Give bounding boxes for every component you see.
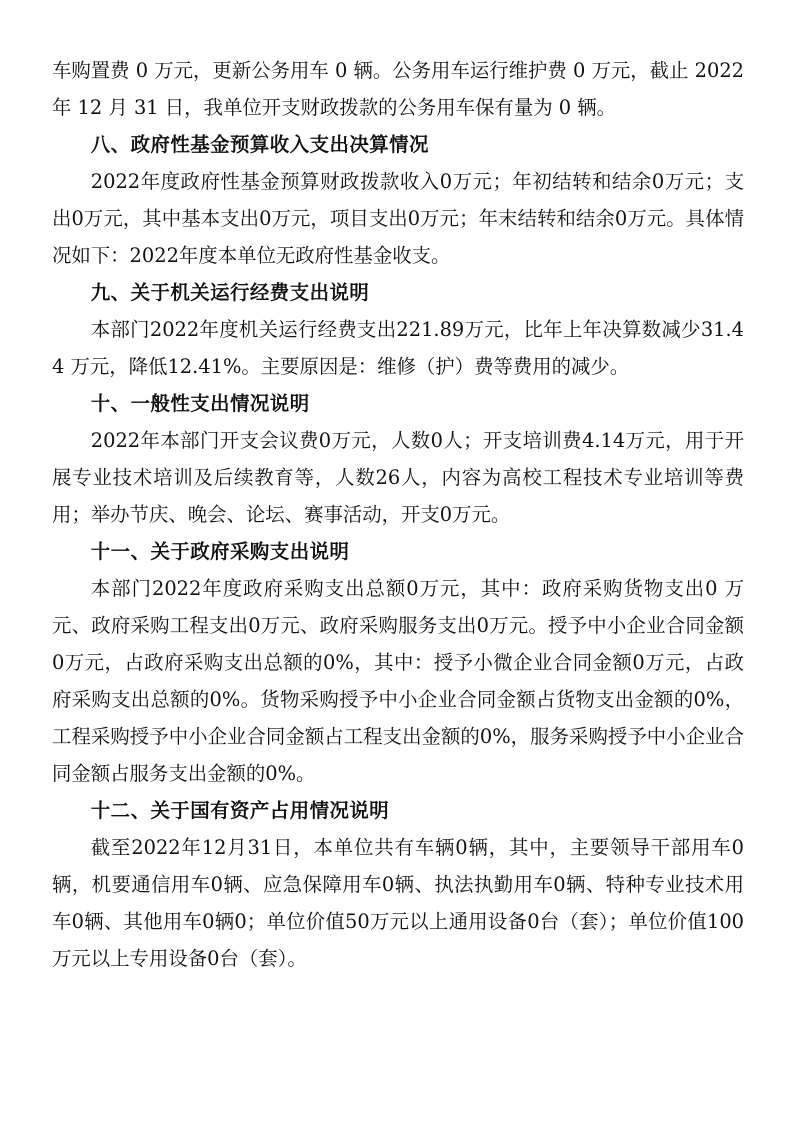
- section-heading-8: 八、政府性基金预算收入支出决算情况: [90, 133, 429, 156]
- section-heading-11: 十一、关于政府采购支出说明: [90, 540, 350, 563]
- document-page: [52, 52, 744, 977]
- section-11-paragraph: 本部门2022年度政府采购支出总额0万元，其中：政府采购货物支出0 万元、政府采购工程支出0万元、政府采购服务支出0万元。授予中小企业合同金额0万元，占政府采购支出总额的0%，其中：授予小微企业合同金额0万元，占政府采购支出总额的0%。货物采购授予中小企业合同金额占货物支出金额的0%，工程采购授予中小企业合同金额占工程支出金额的0%，服务采购授予中小企业合同金额占服务支出金额的0%。: [52, 577, 744, 785]
- section-12-paragraph: 截至2022年12月31日，本单位共有车辆0辆，其中，主要领导干部用车0辆，机要通信用车0辆、应急保障用车0辆、执法执勤用车0辆、特种专业技术用车0辆、其他用车0辆0；单位价值50万元以上通用设备0台（套）；单位价值100万元以上专用设备0台（套）。: [52, 836, 744, 970]
- section-heading-9: 九、关于机关运行经费支出说明: [90, 281, 370, 304]
- continuation-paragraph: 车购置费 0 万元，更新公务用车 0 辆。公务用车运行维护费 0 万元，截止 2022 年 12 月 31 日，我单位开支财政拨款的公务用车保有量为 0 辆。: [52, 59, 744, 119]
- section-10-paragraph: 2022年本部门开支会议费0万元，人数0人；开支培训费4.14万元，用于开展专业技术培训及后续教育等，人数26人，内容为高校工程技术专业培训等费用；举办节庆、晚会、论坛、赛事活动，开支0万元。: [52, 429, 744, 526]
- section-8-paragraph: 2022年度政府性基金预算财政拨款收入0万元；年初结转和结余0万元；支出0万元，其中基本支出0万元，项目支出0万元；年末结转和结余0万元。具体情况如下：2022年度本单位无政府性基金收支。: [52, 170, 744, 267]
- section-9-paragraph: 本部门2022年度机关运行经费支出221.89万元，比年上年决算数减少31.44 万元，降低12.41%。主要原因是：维修（护）费等费用的减少。: [52, 318, 744, 378]
- section-heading-10: 十、一般性支出情况说明: [90, 392, 310, 415]
- section-heading-12: 十二、关于国有资产占用情况说明: [90, 799, 390, 822]
